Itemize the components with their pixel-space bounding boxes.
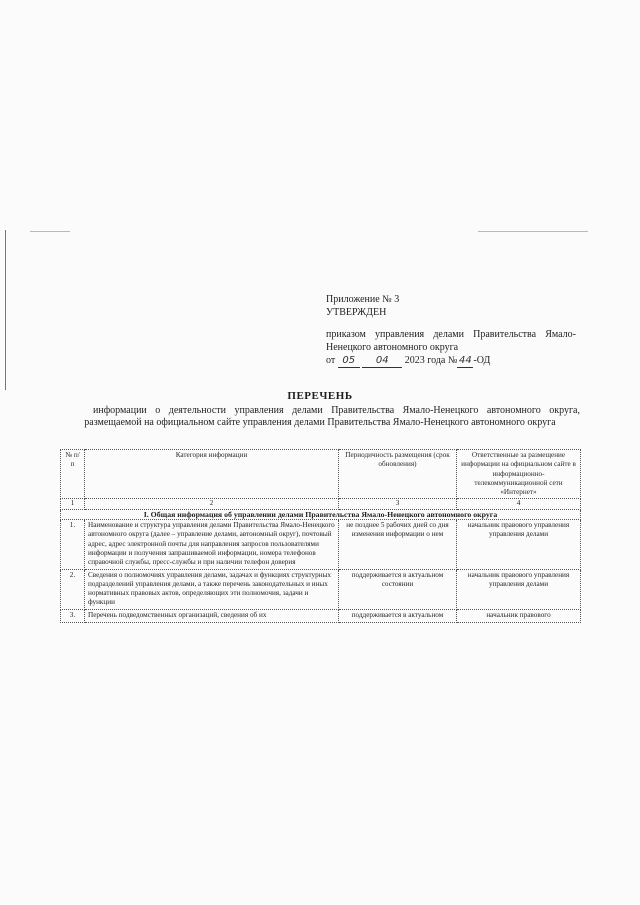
table-header-row (61, 450, 581, 499)
section-title: I. Общая информация об управлении делами Правительства Ямало-Ненецкого автономного округа (61, 509, 581, 519)
date-year: 2023 года № (404, 355, 458, 366)
information-table (60, 449, 581, 623)
appendix-number: Приложение № 3 (326, 294, 400, 305)
column-number-row (61, 499, 581, 509)
row-responsible: начальник правового (457, 609, 581, 622)
column-number: 4 (457, 499, 581, 509)
date-day: 05 (338, 354, 360, 368)
header-num: № п/п (61, 450, 85, 499)
section-row (61, 509, 581, 519)
scan-artifact (478, 231, 588, 232)
date-month: 04 (362, 354, 402, 368)
subtitle-line-1: информации о деятельности управления делами Правительства Ямало-Ненецкого автономного округа, (93, 405, 580, 416)
row-period: поддерживается в актуальном состоянии (339, 569, 457, 609)
header-responsible: Ответственные за размещение информации на официальном сайте в информационно-телекоммуникационной сети «Интернет» (457, 450, 581, 499)
order-line-2: Ненецкого автономного округа (326, 342, 459, 353)
table-row (61, 609, 581, 622)
row-responsible: начальник правового управления управления делами (457, 520, 581, 569)
order-suffix: -ОД (473, 355, 491, 366)
row-num: 2. (61, 569, 85, 609)
table-row (61, 520, 581, 569)
row-num: 3. (61, 609, 85, 622)
row-category: Сведения о полномочиях управления делами, задачах и функциях структурных подразделений управления делами, а также перечень законодательных и иных нормативных правовых актов, определяющих эти полномочия, задачи и функции (85, 569, 339, 609)
page-edge-line (5, 230, 6, 390)
document-title: ПЕРЕЧЕНЬ (287, 390, 353, 402)
scan-artifact (30, 231, 70, 232)
order-line-1: приказом управления делами Правительства Ямало- (326, 329, 576, 340)
column-number: 1 (61, 499, 85, 509)
row-responsible: начальник правового управления управления делами (457, 569, 581, 609)
approval-block (326, 293, 576, 368)
subtitle-line-2: размещаемой на официальном сайте управления делами Правительства Ямало-Ненецкого автономного округа (84, 417, 556, 428)
row-period: не позднее 5 рабочих дней со дня изменения информации о нем (339, 520, 457, 569)
column-number: 3 (339, 499, 457, 509)
order-number: 44 (459, 355, 472, 366)
document-subtitle (60, 405, 580, 429)
order-date-line (326, 354, 576, 368)
row-category: Наименование и структура управления делами Правительства Ямало-Ненецкого автономного округа (далее – управление делами, автономный округ), почтовый адрес, адрес электронной почты для направления запросов пользователями информации и получения запрашиваемой информации, номера телефонов справочной службы, пресс-службы и при наличии телефон доверия (85, 520, 339, 569)
row-category: Перечень подведомственных организаций, сведения об их (85, 609, 339, 622)
row-period: поддерживается в актуальном (339, 609, 457, 622)
header-period: Периодичность размещения (срок обновления) (339, 450, 457, 499)
table-row (61, 569, 581, 609)
header-category: Категория информации (85, 450, 339, 499)
date-prefix: от (326, 355, 336, 366)
column-number: 2 (85, 499, 339, 509)
row-num: 1. (61, 520, 85, 569)
approved-label: УТВЕРЖДЕН (326, 307, 387, 318)
